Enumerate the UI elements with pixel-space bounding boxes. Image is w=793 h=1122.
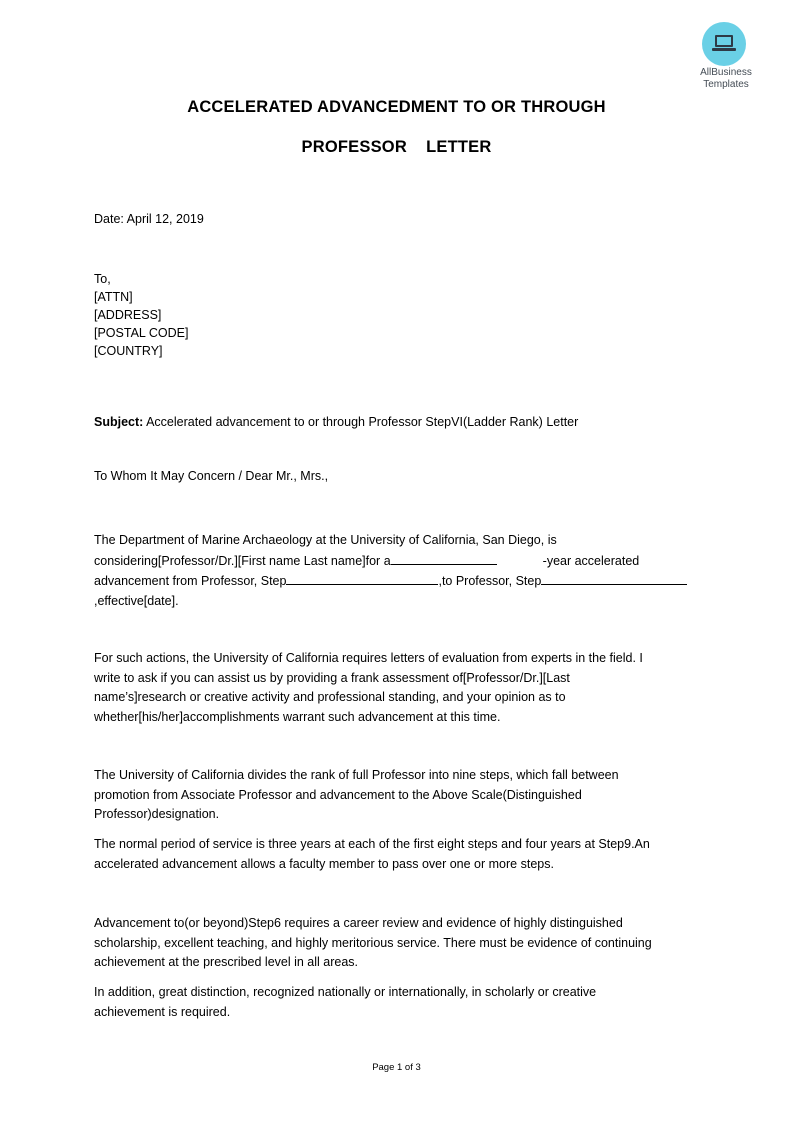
paragraph-line: name’s]research or creative activity and professional standing, and your opinion as to	[94, 690, 566, 704]
paragraph-line: The normal period of service is three years at each of the first eight steps and four years at Step9.An	[94, 837, 650, 851]
paragraph-line: whether[his/her]accomplishments warrant such advancement at this time.	[94, 709, 501, 724]
paragraph-line: The University of California divides the rank of full Professor into nine steps, which fall between	[94, 768, 619, 782]
letter-date: Date: April 12, 2019	[94, 212, 204, 226]
paragraph-line: scholarship, excellent teaching, and highly meritorious service. There must be evidence of continuing	[94, 935, 652, 950]
logo-line-2: Templates	[703, 79, 749, 90]
paragraph-4	[94, 835, 650, 874]
fill-in-blank-from-step	[286, 571, 438, 585]
fill-in-blank-to-step	[541, 571, 687, 585]
paragraph-line: For such actions, the University of California requires letters of evaluation from experts in the field. I	[94, 651, 643, 665]
paragraph-line	[94, 551, 687, 572]
paragraph-line: Professor)designation.	[94, 807, 220, 821]
paragraph-text: -year accelerated	[542, 553, 640, 568]
address-line: [ADDRESS]	[94, 308, 162, 322]
paragraph-line: achievement at the prescribed level in all areas.	[94, 955, 359, 969]
address-line: [COUNTRY]	[94, 344, 163, 358]
document-title-line-1: ACCELERATED ADVANCEDMENT TO OR THROUGH	[187, 98, 606, 116]
allbusiness-templates-logo	[690, 22, 762, 96]
paragraph-line: promotion from Associate Professor and advancement to the Above Scale(Distinguished	[94, 787, 582, 802]
paragraph-3	[94, 766, 619, 825]
salutation: To Whom It May Concern / Dear Mr., Mrs.,	[94, 469, 329, 483]
logo-text	[690, 67, 762, 91]
paragraph-line: write to ask if you can assist us by providing a frank assessment of[Professor/Dr.][Last	[94, 670, 570, 685]
paragraph-5	[94, 914, 652, 973]
paragraph-line: In addition, great distinction, recognized nationally or internationally, in scholarly or creative	[94, 985, 597, 999]
paragraph-line: ,effective[date].	[94, 593, 179, 608]
paragraph-text: considering[Professor/Dr.][First name Last name]for a	[94, 553, 391, 568]
subject-text: Accelerated advancement to or through Professor StepVI(Ladder Rank) Letter	[143, 415, 579, 429]
address-line: [POSTAL CODE]	[94, 326, 189, 340]
paragraph-line: accelerated advancement allows a faculty member to pass over one or more steps.	[94, 856, 554, 871]
paragraph-line: achievement is required.	[94, 1004, 231, 1019]
page-number: Page 1 of 3	[372, 1062, 421, 1073]
recipient-address	[94, 270, 188, 360]
address-line: To,	[94, 272, 111, 286]
logo-badge	[702, 22, 746, 66]
fill-in-blank-years	[391, 551, 497, 565]
subject-line	[94, 413, 578, 433]
address-line: [ATTN]	[94, 290, 133, 304]
paragraph-line	[94, 571, 687, 592]
paragraph-line: Advancement to(or beyond)Step6 requires a career review and evidence of highly distinguished	[94, 916, 623, 930]
laptop-icon	[712, 34, 736, 54]
paragraph-line: The Department of Marine Archaeology at the University of California, San Diego, is	[94, 533, 557, 547]
document-title-line-2: PROFESSOR LETTER	[301, 138, 492, 156]
paragraph-text: advancement from Professor, Step	[94, 574, 287, 588]
paragraph-6	[94, 983, 596, 1022]
paragraph-1	[94, 531, 687, 611]
subject-label: Subject:	[94, 415, 144, 429]
logo-line-1: AllBusiness	[700, 67, 752, 78]
paragraph-2	[94, 649, 643, 727]
paragraph-text: ,to Professor, Step	[438, 574, 542, 588]
